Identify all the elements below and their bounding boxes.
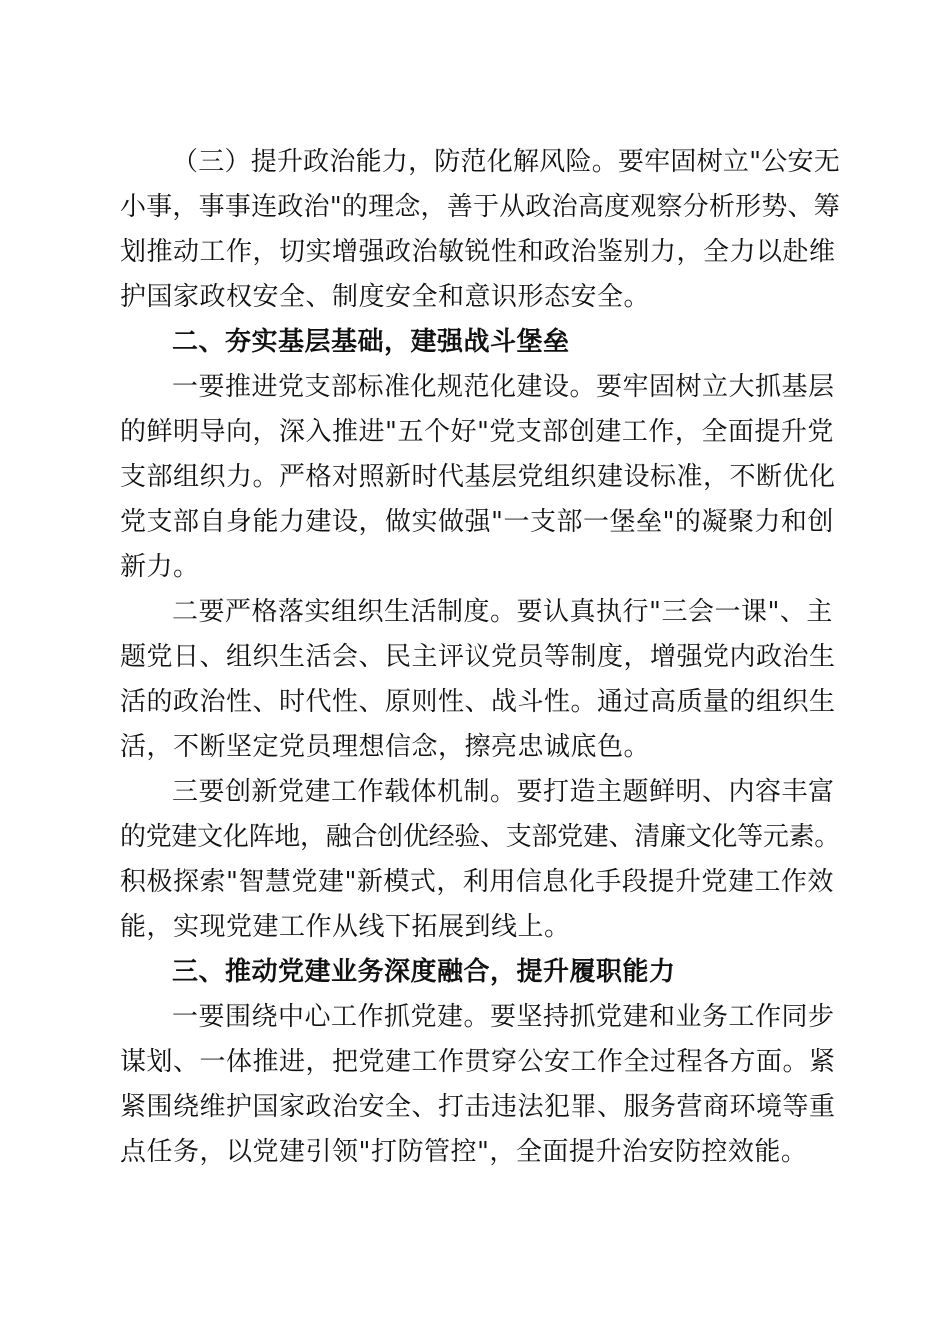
paragraph-line: 的党建文化阵地，融合创优经验、支部党建、清廉文化等元素。: [120, 822, 841, 852]
paragraph-line: 的鲜明导向，深入推进"五个好"党支部创建工作，全面提升党: [120, 417, 834, 447]
paragraph-line: 小事，事事连政治"的理念，善于从政治高度观察分析形势、筹: [120, 192, 840, 222]
paragraph-line: 活的政治性、时代性、原则性、战斗性。通过高质量的组织生: [120, 687, 836, 717]
paragraph-line: 护国家政权安全、制度安全和意识形态安全。: [120, 282, 651, 312]
paragraph-line: （三）提升政治能力，防范化解风险。要牢固树立"公安无: [172, 147, 840, 177]
paragraph-line: 支部组织力。严格对照新时代基层党组织建设标准，不断优化: [120, 462, 836, 492]
paragraph-line: 积极探索"智慧党建"新模式，利用信息化手段提升党建工作效: [120, 867, 834, 897]
paragraph-line: 题党日、组织生活会、民主评议党员等制度，增强党内政治生: [120, 642, 836, 672]
paragraph-line: 活，不断坚定党员理想信念，擦亮忠诚底色。: [120, 732, 651, 762]
paragraph-line: 一要围绕中心工作抓党建。要坚持抓党建和业务工作同步: [172, 1002, 835, 1032]
paragraph-line: 三要创新党建工作载体机制。要打造主题鲜明、内容丰富: [172, 777, 835, 807]
paragraph-line: 党支部自身能力建设，做实做强"一支部一堡垒"的凝聚力和创: [120, 507, 834, 537]
paragraph-line: 点任务，以党建引领"打防管控"，全面提升治安防控效能。: [120, 1137, 808, 1167]
paragraph-line: 划推动工作，切实增强政治敏锐性和政治鉴别力，全力以赴维: [120, 237, 836, 267]
paragraph-line: 能，实现党建工作从线下拓展到线上。: [120, 912, 571, 942]
paragraph-line: 一要推进党支部标准化规范化建设。要牢固树立大抓基层: [172, 372, 835, 402]
paragraph-line: 谋划、一体推进，把党建工作贯穿公安工作全过程各方面。紧: [120, 1047, 836, 1077]
section-heading: 三、推动党建业务深度融合，提升履职能力: [172, 957, 676, 987]
paragraph-line: 紧围绕维护国家政治安全、打击违法犯罪、服务营商环境等重: [120, 1092, 836, 1122]
paragraph-line: 二要严格落实组织生活制度。要认真执行"三会一课"、主: [172, 597, 833, 627]
paragraph-line: 新力。: [120, 552, 200, 582]
section-heading: 二、夯实基层基础，建强战斗堡垒: [172, 327, 570, 357]
